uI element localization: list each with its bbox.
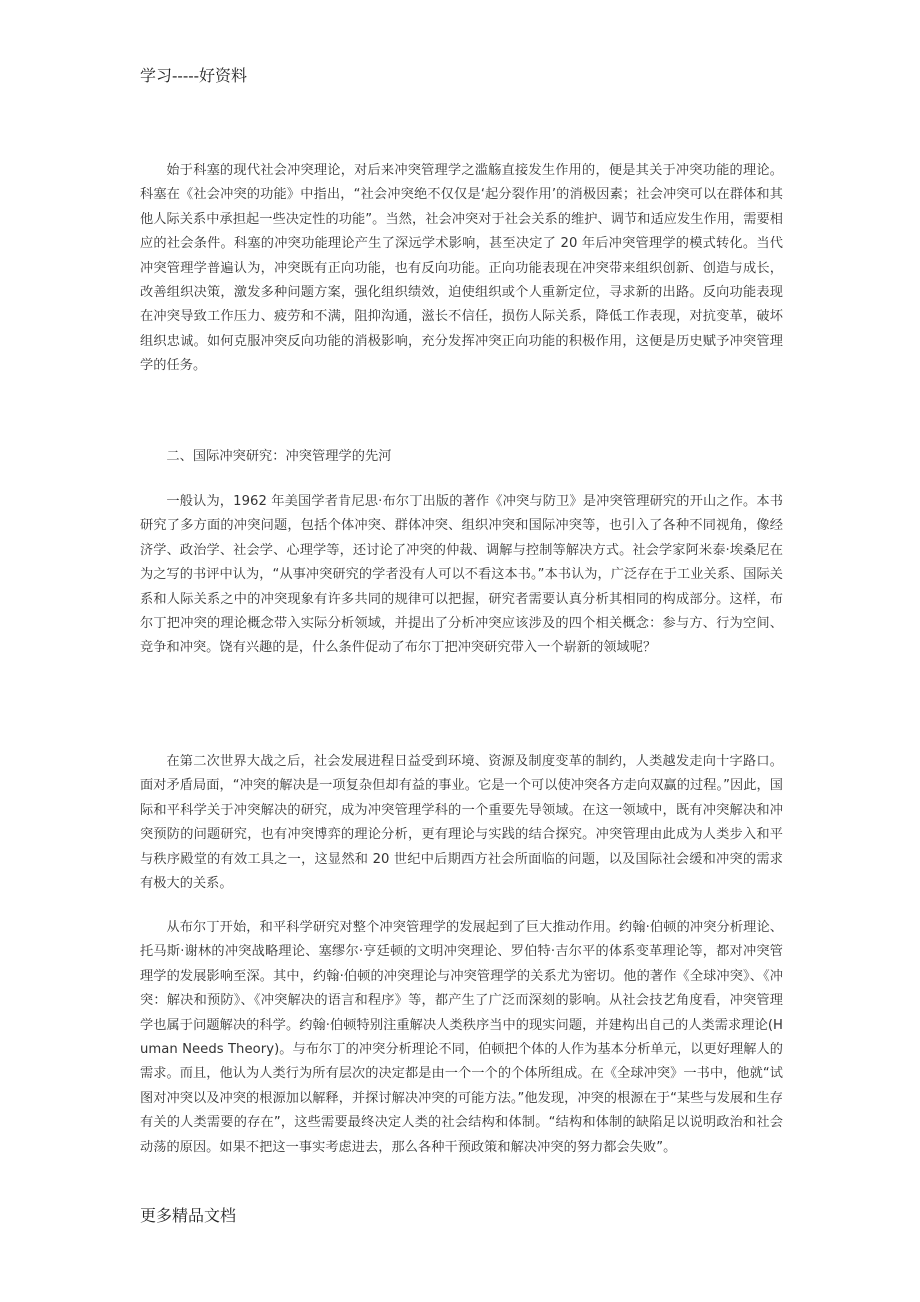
paragraph-burton: 从布尔丁开始，和平科学研究对整个冲突管理学的发展起到了巨大推动作用。约翰·伯顿的冲突分析理论、托马斯·谢林的冲突战略理论、塞缪尔·亨廷顿的文明冲突理论、罗伯特·吉尔平的体系变革理论等，都对冲突管理学的发展影响至深。其中，约翰·伯顿的冲突理论与冲突管理学的关系尤为密切。他的著作《全球冲突》、《冲突：解决和预防》、《冲突解决的语言和程序》等，都产生了广泛而深刻的影响。从社会技艺角度看，冲突管理学也属于问题解决的科学。约翰·伯顿特别注重解决人类秩序当中的现实问题，并建构出自己的人类需求理论(Human Needs Theory)。与布尔丁的冲突分析理论不同，伯顿把个体的人作为基本分析单元，以更好理解人的需求。而且，他认为人类行为所有层次的决定都是由一个一个的个体所组成。在《全球冲突》一书中，他就“试图对冲突以及冲突的根源加以解释，并探讨解决冲突的可能方法。”他发现，冲突的根源在于“某些与发展和生存有关的人类需要的存在”，这些需要最终决定人类的社会结构和体制。“结构和体制的缺陷足以说明政治和社会动荡的原因。如果不把这一事实考虑进去，那么各种干预政策和解决冲突的努力都会失败”。 — [140, 920, 783, 1155]
section-heading-container — [140, 445, 783, 469]
document-body-section-3 — [140, 750, 783, 896]
paragraph-boulding: 一般认为，1962 年美国学者肯尼思·布尔丁出版的著作《冲突与防卫》是冲突管理研究的开山之作。本书研究了多方面的冲突问题，包括个体冲突、群体冲突、组织冲突和国际冲突等，也引入了各种不同视角，像经济学、政治学、社会学、心理学等，还讨论了冲突的仲裁、调解与控制等解决方式。社会学家阿米泰·埃桑尼在为之写的书评中认为，“从事冲突研究的学者没有人可以不看这本书。”本书认为，广泛存在于工业关系、国际关系和人际关系之中的冲突现象有许多共同的规律可以把握，研究者需要认真分析其相同的构成部分。这样，布尔丁把冲突的理论概念带入实际分析领域，并提出了分析冲突应该涉及的四个相关概念：参与方、行为空间、竞争和冲突。饶有兴趣的是，什么条件促动了布尔丁把冲突研究带入一个崭新的领域呢？ — [140, 494, 783, 656]
paragraph-post-war: 在第二次世界大战之后，社会发展进程日益受到环境、资源及制度变革的制约，人类越发走向十字路口。面对矛盾局面，“冲突的解决是一项复杂但却有益的事业。它是一个可以使冲突各方走向双赢的过程。”因此，国际和平科学关于冲突解决的研究，成为冲突管理学科的一个重要先导领域。在这一领域中，既有冲突解决和冲突预防的问题研究，也有冲突博弈的理论分析，更有理论与实践的结合探究。冲突管理由此成为人类步入和平与秩序殿堂的有效工具之一，这显然和 20 世纪中后期西方社会所面临的问题，以及国际社会缓和冲突的需求有极大的关系。 — [140, 754, 783, 892]
document-body-section-2 — [140, 490, 783, 661]
document-body-section-4 — [140, 916, 783, 1160]
page-header: 学习-----好资料 — [140, 66, 248, 85]
section-heading: 二、国际冲突研究：冲突管理学的先河 — [166, 449, 392, 464]
document-body-section-1 — [140, 159, 783, 379]
page-footer: 更多精品文档 — [140, 1206, 237, 1225]
paragraph-conflict-function: 始于科塞的现代社会冲突理论，对后来冲突管理学之滥觞直接发生作用的，便是其关于冲突功能的理论。科塞在《社会冲突的功能》中指出，“社会冲突绝不仅仅是‘起分裂作用’的消极因素；社会冲突可以在群体和其他人际关系中承担起一些决定性的功能”。当然，社会冲突对于社会关系的维护、调节和适应发生作用，需要相应的社会条件。科塞的冲突功能理论产生了深远学术影响，甚至决定了 20 年后冲突管理学的模式转化。当代冲突管理学普遍认为，冲突既有正向功能，也有反向功能。正向功能表现在冲突带来组织创新、创造与成长，改善组织决策，激发多种问题方案，强化组织绩效，迫使组织或个人重新定位，寻求新的出路。反向功能表现在冲突导致工作压力、疲劳和不满，阻抑沟通，滋长不信任，损伤人际关系，降低工作表现，对抗变革，破坏组织忠诚。如何克服冲突反向功能的消极影响，充分发挥冲突正向功能的积极作用，这便是历史赋予冲突管理学的任务。 — [140, 163, 783, 374]
